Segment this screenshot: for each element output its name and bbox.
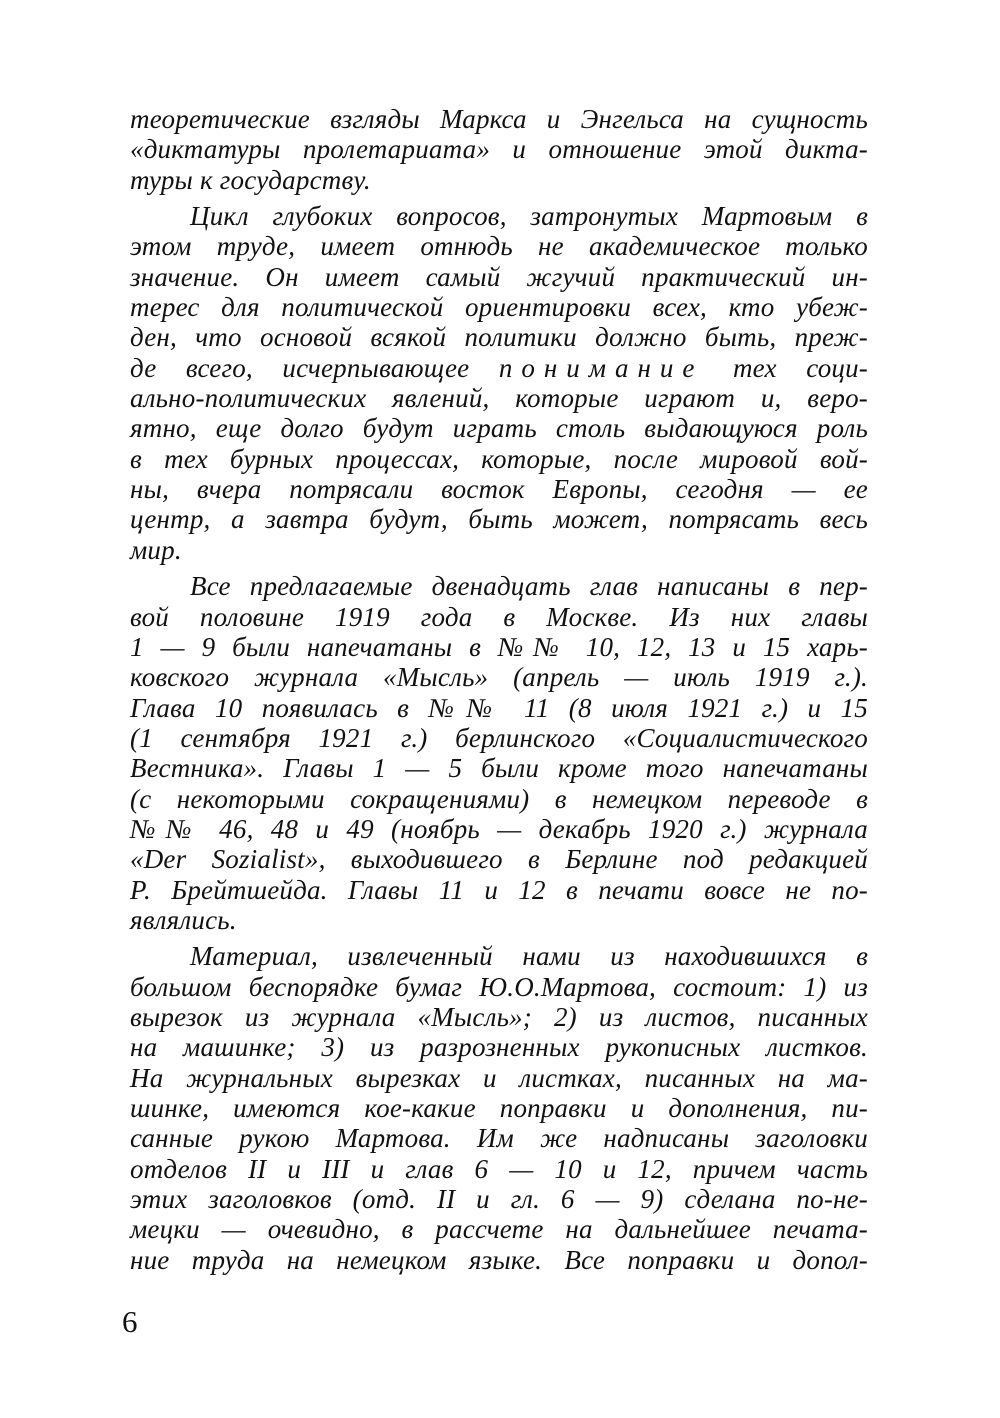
text-line: шинке, имеются кое-какие поправки и дополнения, пи- <box>130 1093 868 1123</box>
text-line: ковского журнала «Мысль» (апрель — июль 1919 г.). <box>130 662 868 693</box>
text-line: этих заголовков (отд. II и гл. 6 — 9) сделана по-не- <box>130 1184 868 1215</box>
paragraph-3 <box>130 571 868 935</box>
text-line: ально-политических явлений, которые играют и, веро- <box>130 383 868 414</box>
text-line: ден, что основой всякой политики должно быть, преж- <box>130 322 868 353</box>
text-line: санные рукою Мартова. Им же надписаны заголовки <box>130 1123 868 1154</box>
paragraph-4 <box>130 941 868 1275</box>
text-line: На журнальных вырезках и листках, писанных на ма- <box>130 1062 868 1093</box>
text-line: отделов II и III и глав 6 — 10 и 12, причем часть <box>130 1153 868 1184</box>
text-line: «Der Sozialist», выходившего в Берлине под редакцией <box>130 844 868 875</box>
text-line: вырезок из журнала «Мысль»; 2) из листов, писанных <box>130 1001 868 1032</box>
text-line: №№ 46, 48 и 49 (ноябрь — декабрь 1920 г.) журнала <box>130 813 868 844</box>
text-line: в тех бурных процессах, которые, после мировой вой- <box>130 443 868 474</box>
text-line: Цикл глубоких вопросов, затронутых Мартовым в <box>190 201 868 232</box>
text-line: (1 сентября 1921 г.) берлинского «Социалистического <box>130 722 868 753</box>
text-line: вой половине 1919 года в Москве. Из них главы <box>130 601 868 632</box>
text-line: теоретические взгляды Маркса и Энгельса на сущность <box>130 104 868 134</box>
paragraph-1 <box>130 104 868 195</box>
text-line: ние труда на немецком языке. Все поправки и допол- <box>130 1244 868 1275</box>
spaced-emphasis: понимание <box>498 352 704 383</box>
text-line: этом труде, имеет отнюдь не академическое только <box>130 231 868 262</box>
text-line-with-emphasis <box>130 353 868 383</box>
text-line: ны, вчера потрясали восток Европы, сегодня — ее <box>130 474 868 505</box>
page-body <box>130 104 868 1275</box>
text-line: мир. <box>130 534 182 565</box>
text-line: ятно, еще долго будут играть столь выдающуюся роль <box>130 413 868 444</box>
paragraph-2 <box>130 201 868 565</box>
text-line: мецки — очевидно, в рассчете на дальнейшее печата- <box>130 1214 868 1245</box>
text-line: терес для политической ориентировки всех, кто убеж- <box>130 292 868 323</box>
text-line: Р. Брейтшейда. Главы 11 и 12 в печати вовсе не по- <box>130 874 868 905</box>
text-line: туры к государству. <box>130 164 371 195</box>
text-line: Материал, извлеченный нами из находившихся в <box>190 941 868 972</box>
text-line: центр, а завтра будут, быть может, потрясать весь <box>130 504 868 535</box>
text-line: Вестника». Главы 1 — 5 были кроме того напечатаны <box>130 753 868 784</box>
text-fragment: тех соци- <box>732 352 868 383</box>
text-line: 1 — 9 были напечатаны в №№ 10, 12, 13 и 15 харь- <box>130 631 868 662</box>
page-number: 6 <box>122 1304 138 1339</box>
text-line: «диктатуры пролетариата» и отношение этой дикта- <box>130 134 868 165</box>
text-line: Все предлагаемые двенадцать глав написаны в пер- <box>190 571 868 602</box>
text-line: на машинке; 3) из разрозненных рукописных листков. <box>130 1032 868 1063</box>
text-line: (с некоторыми сокращениями) в немецком переводе в <box>130 783 868 814</box>
text-line: Глава 10 появилась в №№ 11 (8 июля 1921 г.) и 15 <box>130 692 868 723</box>
text-line: большом беспорядке бумаг Ю.О.Мартова, состоит: 1) из <box>130 971 868 1002</box>
text-line: значение. Он имеет самый жгучий практический ин- <box>130 261 868 292</box>
text-fragment: де всего, исчерпывающее <box>130 352 470 383</box>
text-line: являлись. <box>130 904 237 935</box>
